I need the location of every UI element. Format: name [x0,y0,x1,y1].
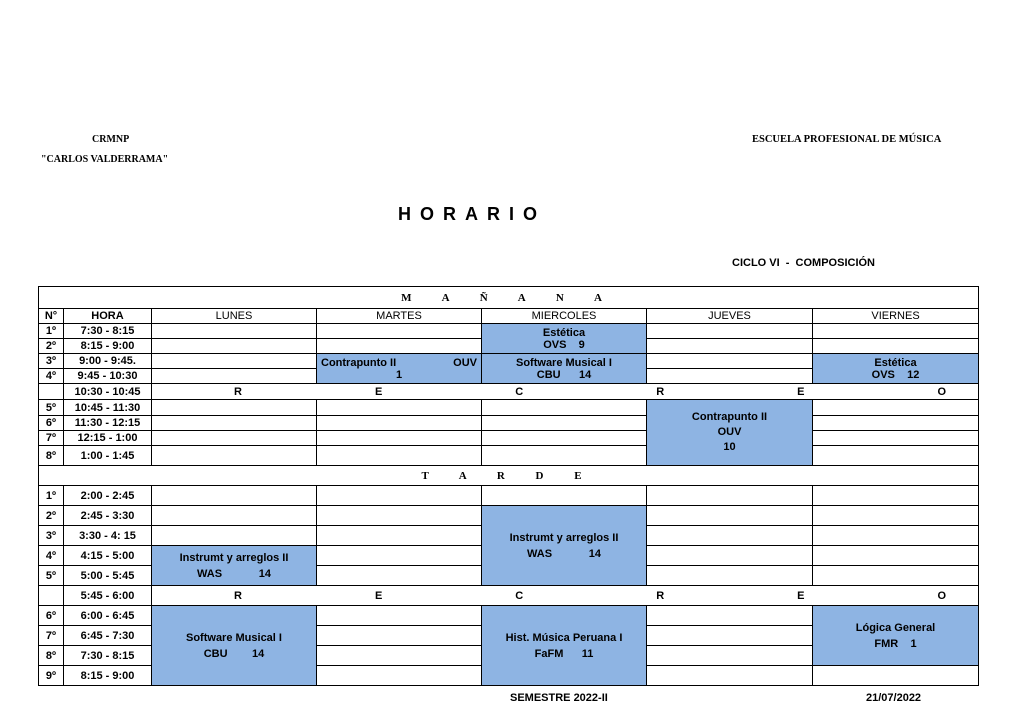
period-time: 11:30 - 12:15 [64,416,152,431]
period-number: 6º [39,606,64,626]
recess-letter: R [656,589,665,602]
course-estetica-fri [813,354,979,384]
col-hora-header: HORA [64,309,152,324]
cell-empty [317,324,482,339]
course-code: OUV [717,426,742,438]
cell-empty [647,646,813,666]
cell-empty [317,486,482,506]
course-room: 1 [910,637,917,650]
cell-empty [317,431,482,446]
course-room: 14 [588,547,601,560]
cell-empty [152,354,317,369]
period-time: 7:30 - 8:15 [64,324,152,339]
cell-empty [813,666,979,686]
afternoon-section-label: T A R D E [39,466,979,486]
cell-empty [317,666,482,686]
cell-empty [813,506,979,526]
course-code: OUV [453,356,477,369]
cell-empty [647,526,813,546]
cell-empty [647,506,813,526]
recess-letter: E [374,385,383,398]
school-name: ESCUELA PROFESIONAL DE MÚSICA [752,134,942,145]
course-software-mon [152,606,317,686]
recess-letter: O [937,385,947,398]
cell-empty [647,324,813,339]
schedule-table [38,286,979,686]
period-time: 4:15 - 5:00 [64,546,152,566]
col-viernes-header: VIERNES [813,309,979,324]
recess-label [152,586,979,606]
cell-empty [482,431,647,446]
course-code: CBU [536,368,561,381]
cell-empty [317,566,482,586]
period-number: 3º [39,354,64,369]
course-name: Hist. Música Peruana I [505,631,623,644]
cell-empty [813,416,979,431]
col-number-header: N° [39,309,64,324]
cell-empty [317,526,482,546]
cell-empty [152,526,317,546]
period-number: 4º [39,369,64,384]
cell-empty [813,339,979,354]
recess-letter: E [797,385,805,398]
course-code: WAS [527,547,553,560]
table-row [39,400,979,416]
table-row [39,324,979,339]
course-name: Software Musical I [516,356,612,369]
cell-empty [317,339,482,354]
recess-letter: C [515,385,524,398]
period-number: 8º [39,646,64,666]
course-room: 14 [252,647,265,660]
course-code: WAS [197,567,223,580]
recess-row [39,384,979,400]
page-title: HORARIO [398,204,546,224]
period-number: 8º [39,446,64,466]
institution-short: CRMNP [92,134,130,145]
cell-empty [152,446,317,466]
cell-empty [647,566,813,586]
course-name: Lógica General [855,621,936,634]
column-header-row [39,309,979,324]
course-hist-wed [482,606,647,686]
recess-letter: R [234,589,242,602]
course-name: Instrumt y arreglos II [179,551,289,564]
period-time: 8:15 - 9:00 [64,666,152,686]
period-time: 6:45 - 7:30 [64,626,152,646]
period-number: 2º [39,339,64,354]
cell-empty [482,486,647,506]
recess-letter: E [374,589,383,602]
period-time: 12:15 - 1:00 [64,431,152,446]
period-time: 10:30 - 10:45 [64,384,152,400]
period-time: 3:30 - 4: 15 [64,526,152,546]
course-room: 1 [395,368,403,381]
cell-empty [152,339,317,354]
period-time: 7:30 - 8:15 [64,646,152,666]
course-room: 12 [907,368,920,381]
course-code: OVS [543,338,567,351]
course-code: OVS [871,368,895,381]
period-number: 1º [39,486,64,506]
cell-empty [317,546,482,566]
course-name: Estética [542,326,586,339]
period-number: 3º [39,526,64,546]
course-room: 9 [578,338,585,351]
cell-empty [813,526,979,546]
course-contrapunto-tue [317,354,482,384]
recess-letter: E [797,589,805,602]
col-lunes-header: LUNES [152,309,317,324]
cell-empty [152,324,317,339]
period-number: 2º [39,506,64,526]
period-time: 1:00 - 1:45 [64,446,152,466]
cell-empty [813,546,979,566]
cell-empty [152,416,317,431]
cell-empty [813,446,979,466]
course-software-wed [482,354,647,384]
course-room: 10 [723,441,736,453]
course-code: FaFM [534,647,564,660]
cell-empty [152,400,317,416]
course-name: Contrapunto II [321,356,397,369]
cell-empty [813,400,979,416]
table-row [39,506,979,526]
cell-empty [647,626,813,646]
period-time: 9:00 - 9:45. [64,354,152,369]
course-instrumt-mon [152,546,317,586]
course-name: Instrumt y arreglos II [509,531,619,544]
course-room: 14 [578,368,592,381]
cell-empty [152,369,317,384]
cell-empty [482,446,647,466]
recess-letter: R [234,385,242,398]
period-time: 8:15 - 9:00 [64,339,152,354]
recess-letter: R [656,385,665,398]
period-number: 9º [39,666,64,686]
cell-empty [317,400,482,416]
period-number: 6º [39,416,64,431]
period-time: 5:45 - 6:00 [64,586,152,606]
period-time: 6:00 - 6:45 [64,606,152,626]
cell-empty [647,354,813,369]
period-time: 2:45 - 3:30 [64,506,152,526]
recess-row [39,586,979,606]
cell-empty [152,506,317,526]
table-row [39,431,979,446]
morning-section-label: M A Ñ A N A [39,287,979,309]
period-time: 2:00 - 2:45 [64,486,152,506]
course-estetica-wed [482,324,647,354]
date-label: 21/07/2022 [866,692,922,704]
course-name: Estética [874,356,917,369]
course-code: FMR [874,637,899,650]
course-room: 14 [258,567,271,580]
period-number: 7º [39,626,64,646]
recess-letter: O [937,589,947,602]
cell-empty [482,400,647,416]
table-row [39,446,979,466]
cell-empty [647,369,813,384]
course-logica-fri [813,606,979,666]
cell-empty [813,486,979,506]
cell-empty [647,486,813,506]
cell-empty [317,416,482,431]
period-number [39,384,64,400]
cell-empty [317,626,482,646]
table-row [39,416,979,431]
col-martes-header: MARTES [317,309,482,324]
period-time: 10:45 - 11:30 [64,400,152,416]
col-jueves-header: JUEVES [647,309,813,324]
cell-empty [317,506,482,526]
cell-empty [482,416,647,431]
cell-empty [647,666,813,686]
period-number: 5º [39,566,64,586]
course-code: CBU [203,647,228,660]
course-room: 11 [581,647,594,660]
period-number: 7º [39,431,64,446]
course-name: Contrapunto II [691,411,768,423]
cell-empty [813,566,979,586]
cell-empty [152,431,317,446]
cell-empty [317,446,482,466]
cell-empty [647,606,813,626]
cell-empty [317,606,482,626]
cell-empty [813,324,979,339]
semester-label: SEMESTRE 2022-II [510,692,608,704]
cell-empty [647,339,813,354]
cell-empty [813,431,979,446]
institution-name: "CARLOS VALDERRAMA" [41,154,169,165]
course-instrumt-wed [482,506,647,586]
col-miercoles-header: MIERCOLES [482,309,647,324]
period-time: 5:00 - 5:45 [64,566,152,586]
period-number [39,586,64,606]
cell-empty [647,546,813,566]
recess-letter: C [515,589,524,602]
period-number: 4º [39,546,64,566]
period-number: 1º [39,324,64,339]
cell-empty [152,486,317,506]
recess-label [152,384,979,400]
cell-empty [317,646,482,666]
course-contrapunto-thu [647,400,813,466]
period-number: 5º [39,400,64,416]
table-row [39,606,979,626]
period-time: 9:45 - 10:30 [64,369,152,384]
table-row [39,486,979,506]
table-row [39,354,979,369]
cycle-label: CICLO VI - COMPOSICIÓN [732,257,876,269]
course-name: Software Musical I [186,631,282,644]
